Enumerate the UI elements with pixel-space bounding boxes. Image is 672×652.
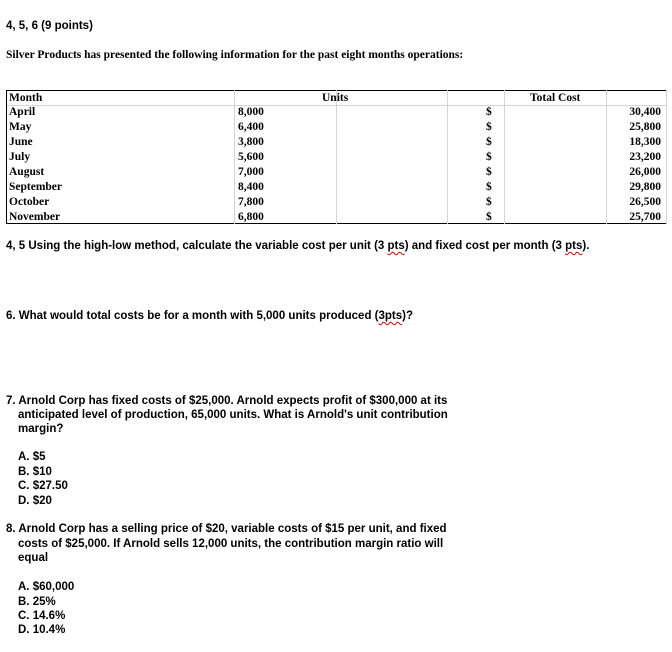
page-title: 4, 5, 6 (9 points) bbox=[6, 20, 93, 32]
question-7-line: 7. Arnold Corp has fixed costs of $25,000. Arnold expects profit of $300,000 at its bbox=[6, 395, 448, 407]
question-7-option-a: A. $5 bbox=[18, 451, 46, 463]
currency-cell: $ bbox=[486, 121, 492, 133]
units-cell: 8,000 bbox=[238, 106, 264, 118]
question-6 bbox=[6, 310, 413, 322]
question-8-option-a: A. $60,000 bbox=[18, 581, 75, 593]
question-4-5-text: 4, 5 Using the high-low method, calculate the variable cost per unit (3 bbox=[6, 240, 388, 252]
units-cell: 8,400 bbox=[238, 181, 264, 193]
units-cell: 6,400 bbox=[238, 121, 264, 133]
question-6-text: )? bbox=[402, 310, 414, 322]
points-label: pts bbox=[387, 240, 405, 252]
currency-cell: $ bbox=[486, 181, 492, 193]
currency-cell: $ bbox=[486, 106, 492, 118]
question-8-option-d: D. 10.4% bbox=[18, 624, 66, 636]
units-cell: 6,800 bbox=[238, 211, 264, 223]
question-7-option-d: D. $20 bbox=[18, 495, 52, 507]
data-table bbox=[6, 90, 667, 224]
month-cell: August bbox=[9, 166, 45, 178]
question-7-option-c: C. $27.50 bbox=[18, 480, 68, 492]
question-7-line: margin? bbox=[18, 423, 64, 435]
total-cost-cell: 18,300 bbox=[629, 136, 661, 148]
question-8-option-c: C. 14.6% bbox=[18, 610, 66, 622]
table-left-border bbox=[6, 90, 7, 224]
col-divider bbox=[234, 90, 235, 224]
month-cell: October bbox=[9, 196, 50, 208]
col-divider bbox=[504, 90, 505, 224]
month-cell: May bbox=[9, 121, 32, 133]
question-7-line: anticipated level of production, 65,000 units. What is Arnold's unit contribution bbox=[18, 409, 448, 421]
col-divider bbox=[336, 90, 337, 224]
total-cost-cell: 30,400 bbox=[629, 106, 661, 118]
currency-cell: $ bbox=[486, 166, 492, 178]
intro-text: Silver Products has presented the following information for the past eight months operations: bbox=[6, 49, 464, 61]
month-cell: June bbox=[9, 136, 33, 148]
question-8-line: 8. Arnold Corp has a selling price of $20, variable costs of $15 per unit, and fixed bbox=[6, 523, 447, 535]
units-cell: 7,000 bbox=[238, 166, 264, 178]
points-label: 3pts bbox=[378, 310, 403, 322]
table-right-border bbox=[666, 90, 667, 224]
question-8-option-b: B. 25% bbox=[18, 596, 56, 608]
month-cell: July bbox=[9, 151, 31, 163]
total-cost-cell: 29,800 bbox=[629, 181, 661, 193]
month-cell: September bbox=[9, 181, 63, 193]
units-cell: 7,800 bbox=[238, 196, 264, 208]
total-cost-cell: 26,500 bbox=[629, 196, 661, 208]
col-divider bbox=[447, 90, 448, 224]
question-7-option-b: B. $10 bbox=[18, 466, 52, 478]
column-header-units: Units bbox=[322, 92, 349, 104]
question-8-line: costs of $25,000. If Arnold sells 12,000 units, the contribution margin ratio will bbox=[18, 538, 444, 550]
total-cost-cell: 25,700 bbox=[629, 211, 661, 223]
currency-cell: $ bbox=[486, 196, 492, 208]
month-cell: April bbox=[9, 106, 36, 118]
question-8-line: equal bbox=[18, 552, 49, 564]
column-header-month: Month bbox=[9, 92, 43, 104]
month-cell: November bbox=[9, 211, 61, 223]
question-6-text: 6. What would total costs be for a month with 5,000 units produced ( bbox=[6, 310, 379, 322]
units-cell: 5,600 bbox=[238, 151, 264, 163]
total-cost-cell: 26,000 bbox=[629, 166, 661, 178]
total-cost-cell: 23,200 bbox=[629, 151, 661, 163]
currency-cell: $ bbox=[486, 151, 492, 163]
points-label: pts bbox=[565, 240, 583, 252]
column-header-total-cost: Total Cost bbox=[530, 92, 581, 104]
question-4-5-text: ) and fixed cost per month (3 bbox=[404, 240, 566, 252]
currency-cell: $ bbox=[486, 211, 492, 223]
currency-cell: $ bbox=[486, 136, 492, 148]
question-4-5 bbox=[6, 240, 589, 252]
question-4-5-text: ). bbox=[582, 240, 590, 252]
units-cell: 3,800 bbox=[238, 136, 264, 148]
total-cost-cell: 25,800 bbox=[629, 121, 661, 133]
